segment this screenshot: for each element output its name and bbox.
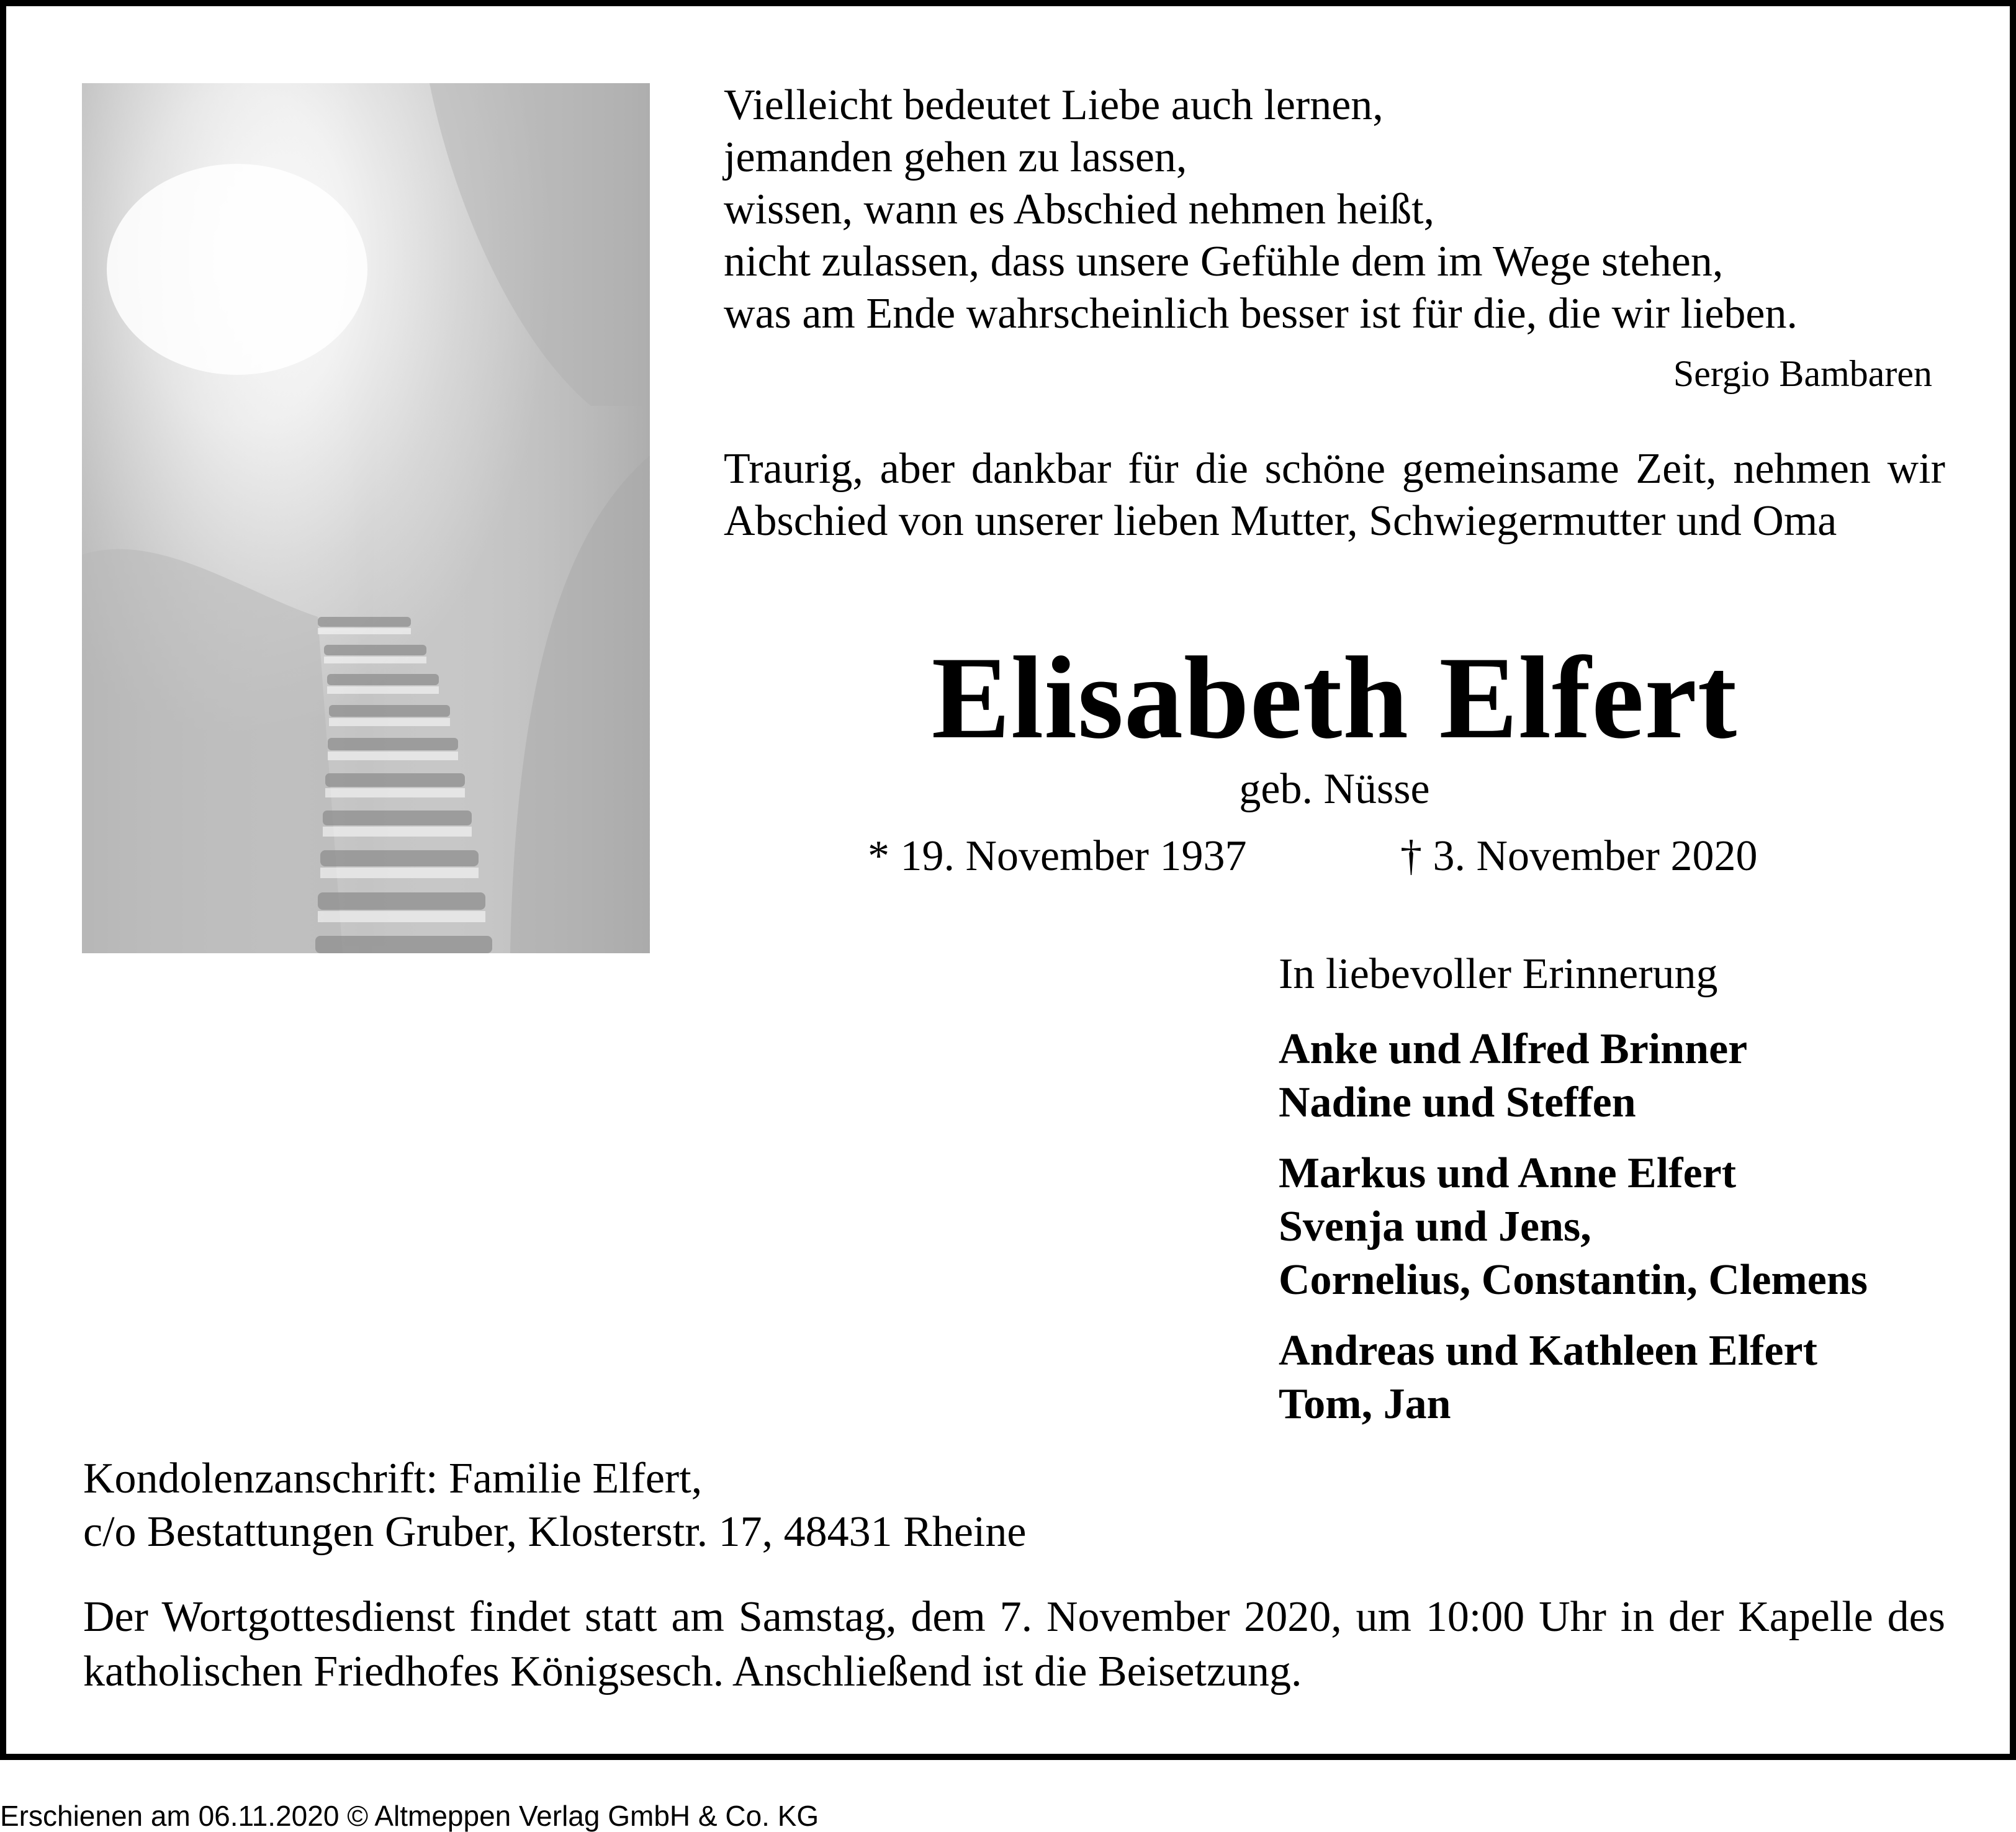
service-notice: Der Wortgottesdienst findet statt am Samstag, dem 7. November 2020, um 10:00 Uhr in der Kapelle des katholischen Friedhofes Königsesch. Anschließend ist die Beisetzung. [83,1593,1945,1695]
stairway-photo [82,83,650,953]
mourners-block [1279,948,1961,1448]
intro-text: Traurig, aber dankbar für die schöne gemeinsame Zeit, nehmen wir Abschied von unserer lieben Mutter, Schwiegermutter und Oma [724,445,1945,545]
poem-line: was am Ende wahrscheinlich besser ist für die, die wir lieben. [724,290,1798,338]
deceased-name: Elisabeth Elfert [931,633,1738,763]
mourner-group [1279,1324,1961,1431]
mourner-line: Tom, Jan [1279,1380,1451,1428]
publication-footer: Erschienen am 06.11.2020 © Altmeppen Verlag GmbH & Co. KG [0,1800,819,1832]
poem-author: Sergio Bambaren [1673,353,1932,394]
poem-line: Vielleicht bedeutet Liebe auch lernen, [724,81,1384,129]
mourner-line: Anke und Alfred Brinner [1279,1025,1748,1073]
poem-line: jemanden gehen zu lassen, [724,133,1187,181]
condolence-address [83,1452,1026,1559]
stairway-photo-graphic [82,83,650,953]
poem [724,79,1946,340]
death-date: † 3. November 2020 [1400,832,1758,880]
mourner-line: Svenja und Jens, [1279,1203,1591,1251]
mourner-group [1279,1147,1961,1307]
maiden-name: geb. Nüsse [1239,765,1430,813]
mourner-line: Markus und Anne Elfert [1279,1149,1737,1197]
condolence-line: c/o Bestattungen Gruber, Klosterstr. 17, 48431 Rheine [83,1508,1027,1556]
poem-line: wissen, wann es Abschied nehmen heißt, [724,186,1435,233]
mourner-line: Cornelius, Constantin, Clemens [1279,1256,1868,1304]
condolence-line: Kondolenzanschrift: Familie Elfert, [83,1455,703,1502]
birth-date: * 19. November 1937 [868,832,1247,880]
mourner-line: Andreas und Kathleen Elfert [1279,1327,1817,1375]
poem-line: nicht zulassen, dass unsere Gefühle dem im Wege stehen, [724,238,1724,285]
mourner-line: Nadine und Steffen [1279,1079,1636,1126]
mourners-lead: In liebevoller Erinnerung [1279,950,1718,998]
mourner-group [1279,1023,1961,1129]
